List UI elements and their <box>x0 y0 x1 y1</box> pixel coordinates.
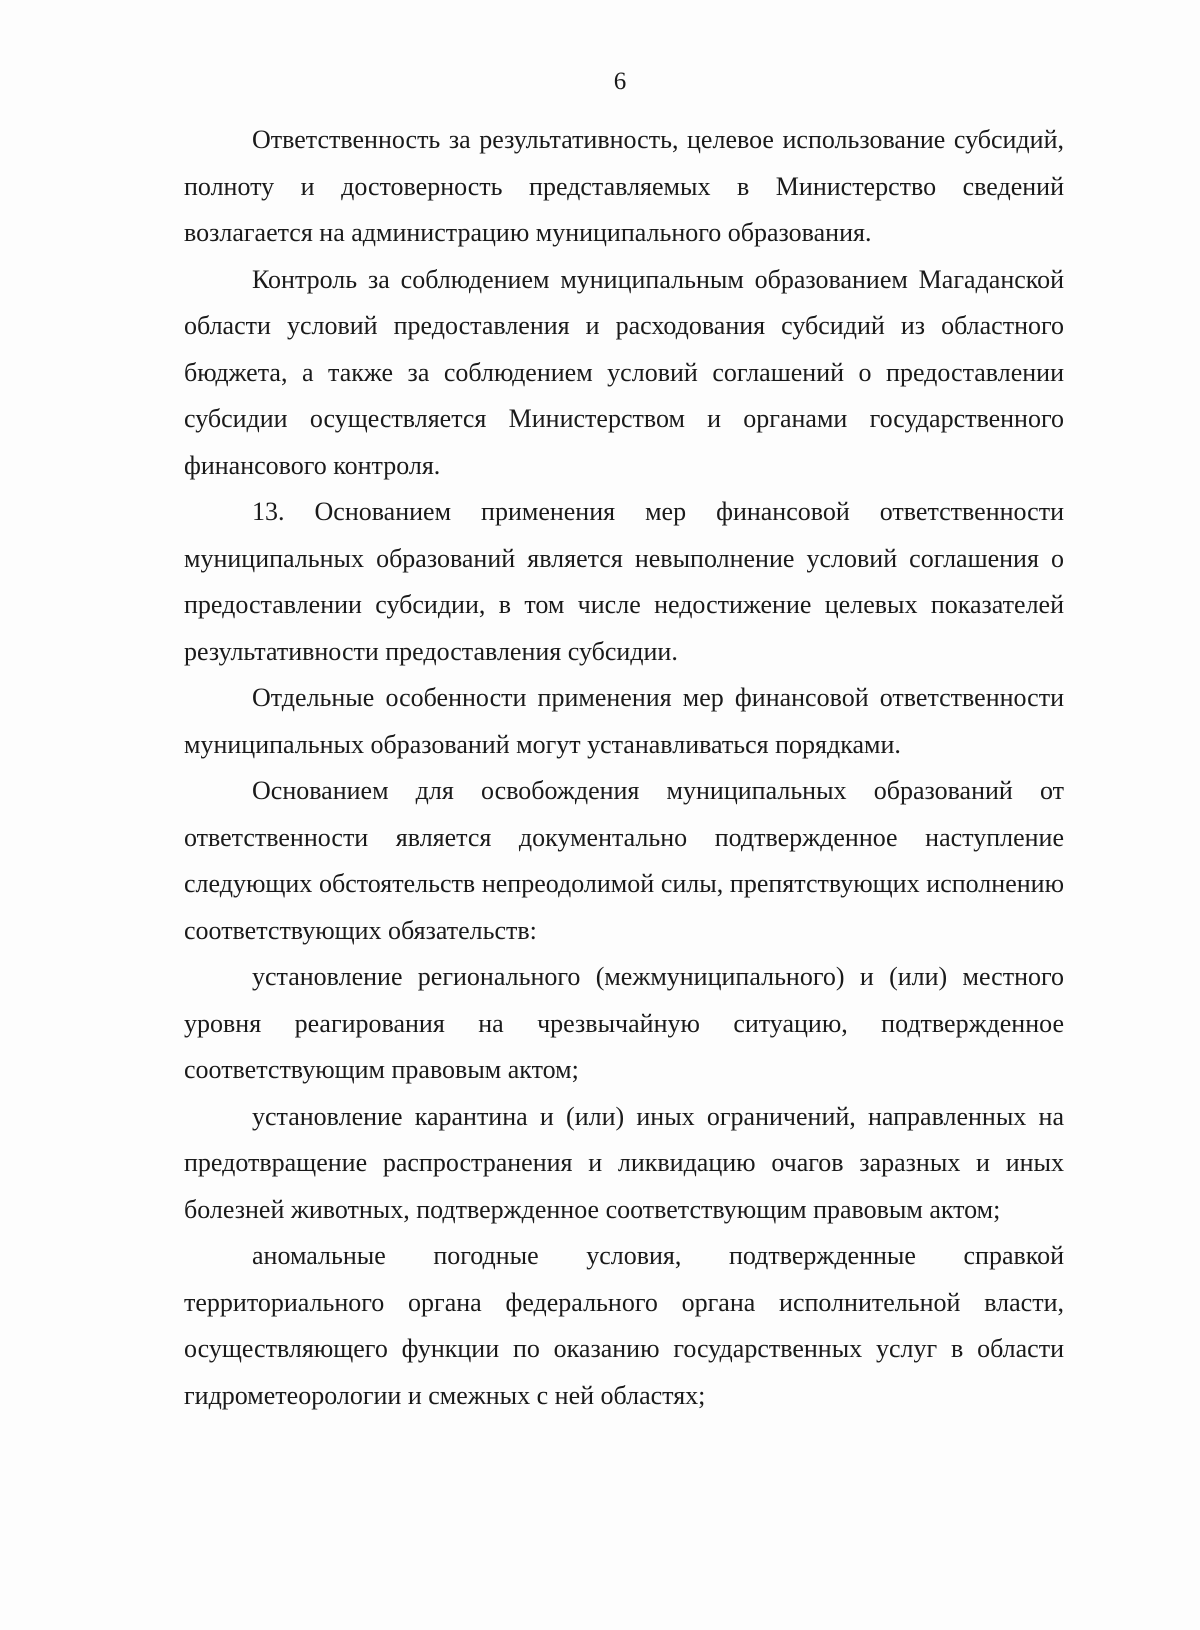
list-item-weather: аномальные погодные условия, подтвержденные справкой территориального органа федерального органа исполнительной власти, осуществляющего функции по оказанию государственных услуг в области гидрометеорологии и смежных с ней областях; <box>184 1241 1064 1410</box>
page-number: 6 <box>613 68 627 95</box>
paragraph-specifics: Отдельные особенности применения мер финансовой ответственности муниципальных образований могут устанавливаться порядками. <box>184 683 1064 759</box>
paragraph-13-grounds: 13. Основанием применения мер финансовой ответственности муниципальных образований является невыполнение условий соглашения о предоставлении субсидии, в том числе недостижение целевых показателей результативности предоставления субсидии. <box>184 497 1064 666</box>
paragraph-control: Контроль за соблюдением муниципальным образованием Магаданской области условий предоставления и расходования субсидий из областного бюджета, а также за соблюдением условий соглашений о предоставлении субсидии осуществляется Министерством и органами государственного финансового контроля. <box>184 264 1064 480</box>
paragraph-exemption: Основанием для освобождения муниципальных образований от ответственности является документально подтвержденное наступление следующих обстоятельств непреодолимой силы, препятствующих исполнению соответствующих обязательств: <box>184 776 1064 945</box>
paragraph-responsibility: Ответственность за результативность, целевое использование субсидий, полноту и достоверность представляемых в Министерство сведений возлагается на администрацию муниципального образования. <box>184 125 1064 247</box>
list-item-quarantine: установление карантина и (или) иных ограничений, направленных на предотвращение распространения и ликвидацию очагов заразных и иных болезней животных, подтвержденное соответствующим правовым актом; <box>184 1101 1064 1224</box>
document-body <box>184 117 1064 1419</box>
list-item-emergency: установление регионального (межмуниципального) и (или) местного уровня реагирования на чрезвычайную ситуацию, подтвержденное соответствующим правовым актом; <box>184 962 1064 1084</box>
